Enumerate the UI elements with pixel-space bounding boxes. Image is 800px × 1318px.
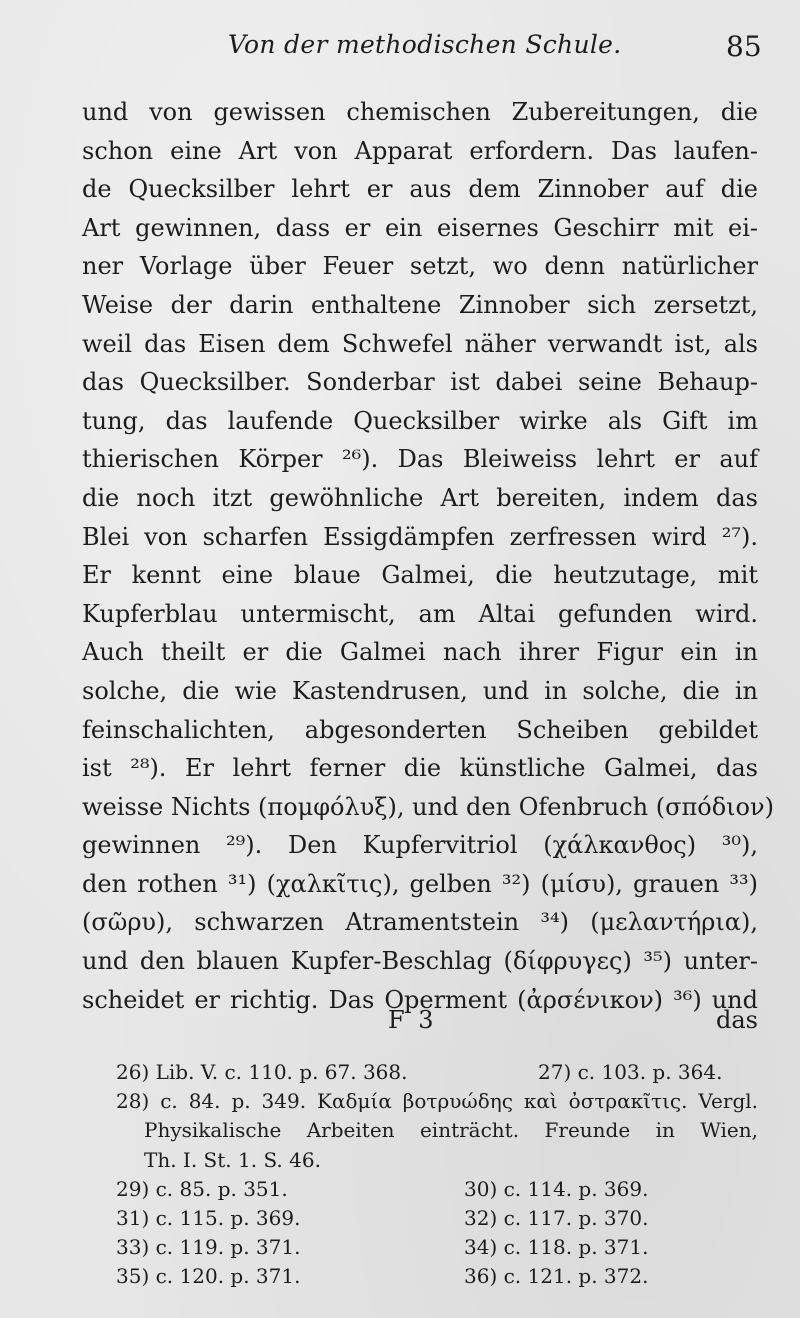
footnote-28: 28) c. 84. p. 349. Καδμία βοτρυώδης καὶ ὀστρακῖτις. Vergl.	[116, 1089, 758, 1114]
text-line: Er kennt eine blaue Galmei, die heutzutage, mit	[82, 561, 758, 590]
text-line: und von gewissen chemischen Zubereitungen, die	[82, 98, 758, 126]
footnote-33: 33) c. 119. p. 371.	[116, 1235, 301, 1260]
text-line: den rothen ³¹) (χαλκῖτις), gelben ³²) (μίσυ), grauen ³³)	[82, 869, 758, 898]
footnote-27: 27) c. 103. p. 364.	[538, 1060, 723, 1084]
footnote-29: 29) c. 85. p. 351.	[116, 1176, 288, 1201]
footnote-31: 31) c. 115. p. 369.	[116, 1205, 301, 1230]
signature-line	[82, 1002, 758, 1038]
text-line: ner Vorlage über Feuer setzt, wo denn natürlicher	[82, 252, 758, 281]
body-text	[82, 93, 774, 1019]
text-line: gewinnen ²⁹). Den Kupfervitriol (χάλκανθος) ³⁰),	[82, 831, 758, 860]
text-line: thierischen Körper ²⁶). Das Bleiweiss lehrt er auf	[82, 445, 758, 474]
text-line: das Quecksilber. Sonderbar ist dabei seine Behaup-	[82, 368, 758, 397]
footnote-row	[116, 1175, 758, 1204]
catchword: das	[716, 1006, 758, 1034]
footnote-28-continued: Th. I. St. 1. S. 46.	[144, 1147, 321, 1172]
page-header	[0, 30, 800, 76]
text-line: scheidet er richtig. Das Operment (ἀρσένικον) ³⁶) und	[82, 985, 758, 1014]
footnote-row	[116, 1058, 758, 1087]
footnote-30: 30) c. 114. p. 369.	[464, 1176, 649, 1201]
text-line: die noch itzt gewöhnliche Art bereiten, indem das	[82, 483, 758, 512]
running-head: Von der methodischen Schule.	[228, 30, 622, 59]
text-line: Art gewinnen, dass er ein eisernes Geschirr mit ei-	[82, 213, 758, 242]
footnote-34: 34) c. 118. p. 371.	[464, 1235, 649, 1260]
footnote-36: 36) c. 121. p. 372.	[464, 1264, 649, 1289]
text-line: tung, das laufende Quecksilber wirke als Gift im	[82, 406, 758, 435]
footnote-35: 35) c. 120. p. 371.	[116, 1264, 301, 1289]
footnote-28-continued: Physikalische Arbeiten einträcht. Freunde in Wien,	[144, 1118, 758, 1143]
text-line: Weise der darin enthaltene Zinnober sich zersetzt,	[82, 290, 758, 319]
text-line: feinschalichten, abgesonderten Scheiben gebildet	[82, 715, 758, 744]
text-line: weisse Nichts (πομφόλυξ), und den Ofenbruch (σπόδιον)	[82, 792, 774, 821]
text-line: de Quecksilber lehrt er aus dem Zinnober auf die	[82, 175, 758, 204]
text-line: Auch theilt er die Galmei nach ihrer Figur ein in	[82, 638, 758, 667]
text-line: Kupferblau untermischt, am Altai gefunden wird.	[82, 599, 758, 628]
text-line: schon eine Art von Apparat erfordern. Das laufen-	[82, 136, 758, 165]
footnote-row	[116, 1233, 758, 1262]
footnote-26: 26) Lib. V. c. 110. p. 67. 368.	[116, 1060, 408, 1084]
footnote-32: 32) c. 117. p. 370.	[464, 1205, 649, 1230]
signature-mark: F 3	[388, 1006, 437, 1034]
text-line: solche, die wie Kastendrusen, und in solche, die in	[82, 676, 758, 705]
footnotes	[116, 1058, 758, 1292]
text-line: (σῶρυ), schwarzen Atramentstein ³⁴) (μελαντήρια),	[82, 908, 758, 937]
text-line: weil das Eisen dem Schwefel näher verwandt ist, als	[82, 329, 758, 358]
page-number: 85	[726, 30, 762, 63]
footnote-row	[116, 1204, 758, 1233]
text-line: und den blauen Kupfer-Beschlag (δίφρυγες) ³⁵) unter-	[82, 947, 758, 976]
footnote-row	[116, 1262, 758, 1291]
text-line: Blei von scharfen Essigdämpfen zerfressen wird ²⁷).	[82, 522, 758, 551]
text-line: ist ²⁸). Er lehrt ferner die künstliche Galmei, das	[82, 754, 758, 783]
